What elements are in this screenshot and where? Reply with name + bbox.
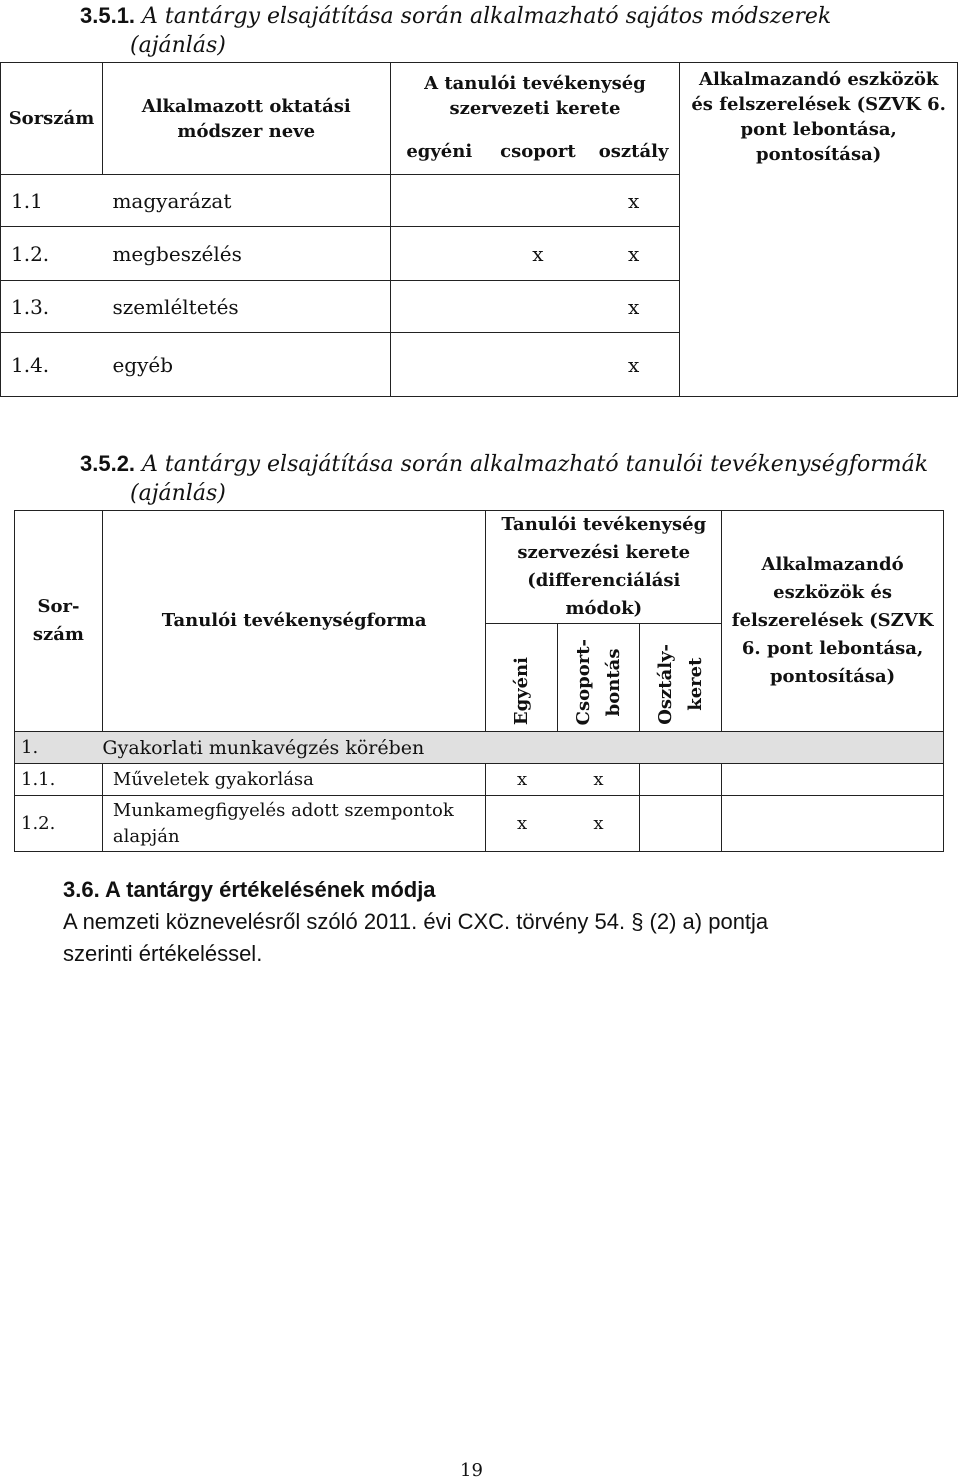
t2-group-label: Gyakorlati munkavégzés körében	[102, 732, 943, 764]
t1-row2-num: 1.2.	[1, 227, 103, 281]
t1-row1-csoport	[488, 175, 588, 227]
t2-header-egyeni: Egyéni	[486, 624, 558, 732]
page-number: 19	[460, 1460, 483, 1481]
t2-row2-num: 1.2.	[15, 796, 103, 852]
t2-group-num: 1.	[15, 732, 103, 764]
t1-header-sorszam: Sorszám	[1, 63, 103, 175]
t1-row1-egyeni	[390, 175, 488, 227]
t1-row2-csoport: x	[488, 227, 588, 281]
section1-title-line1: A tantárgy elsajátítása során alkalmazható sajátos módszerek	[142, 4, 832, 29]
t2-row1-num: 1.1.	[15, 764, 103, 796]
t1-header-egyeni: egyéni	[390, 129, 488, 175]
t1-row2-osztaly: x	[588, 227, 680, 281]
t1-row2-egyeni	[390, 227, 488, 281]
t1-row3-name: szemléltetés	[102, 281, 390, 333]
section2-title-cont	[130, 478, 226, 510]
activity-forms-table	[14, 510, 944, 852]
t1-row2-name: megbeszélés	[102, 227, 390, 281]
t2-row1-egyeni: x	[486, 764, 558, 796]
t2-header-sorszam: Sor- szám	[15, 511, 103, 732]
t2-header-org: Tanulói tevékenység szervezési kerete (differenciálási módok)	[486, 511, 722, 624]
section1-number: 3.5.1.	[80, 3, 136, 28]
section1-title-cont	[130, 30, 226, 62]
section3-line1: A nemzeti köznevelésről szóló 2011. évi CXC. törvény 54. § (2) a) pontja	[63, 909, 769, 934]
t2-header-csoport: Csoport- bontás	[558, 624, 640, 732]
section2-title-line1: A tantárgy elsajátítása során alkalmazható tanulói tevékenységformák	[142, 452, 929, 477]
section3-line2: szerinti értékeléssel.	[63, 941, 263, 966]
t2-header-osztaly: Osztály- keret	[640, 624, 722, 732]
t1-row1-osztaly: x	[588, 175, 680, 227]
section1-title	[80, 0, 950, 33]
t1-row1-name: magyarázat	[102, 175, 390, 227]
t1-row4-num: 1.4.	[1, 333, 103, 397]
t1-header-csoport: csoport	[488, 129, 588, 175]
t1-row1-num: 1.1	[1, 175, 103, 227]
t2-row1-osztaly	[640, 764, 722, 796]
t2-row1-tools	[722, 764, 944, 796]
t1-header-tools: Alkalmazandó eszközök és felszerelések (SZVK 6. pont lebontása, pontosítása)	[680, 63, 958, 397]
t1-row4-osztaly: x	[588, 333, 680, 397]
methods-table	[0, 62, 958, 397]
t1-row3-num: 1.3.	[1, 281, 103, 333]
t1-row3-egyeni	[390, 281, 488, 333]
t2-row1-name: Műveletek gyakorlása	[102, 764, 485, 796]
t2-row1-csoport: x	[558, 764, 640, 796]
section1-title-line2: (ajánlás)	[130, 33, 226, 58]
t1-header-osztaly: osztály	[588, 129, 680, 175]
t1-header-org: A tanulói tevékenység szervezeti kerete	[390, 63, 680, 129]
t2-row2-egyeni: x	[486, 796, 558, 852]
t1-row4-csoport	[488, 333, 588, 397]
t2-row2-tools	[722, 796, 944, 852]
t1-row4-egyeni	[390, 333, 488, 397]
section2-title	[80, 448, 960, 481]
t1-row3-osztaly: x	[588, 281, 680, 333]
table-row	[15, 764, 944, 796]
table-row	[15, 796, 944, 852]
t2-row2-csoport: x	[558, 796, 640, 852]
t1-header-method: Alkalmazott oktatási módszer neve	[102, 63, 390, 175]
t2-group-row	[15, 732, 944, 764]
section2-title-line2: (ajánlás)	[130, 481, 226, 506]
t1-row3-csoport	[488, 281, 588, 333]
t2-header-tools: Alkalmazandó eszközök és felszerelések (SZVK 6. pont lebontása, pontosítása)	[722, 511, 944, 732]
section3-heading: 3.6. A tantárgy értékelésének módja	[63, 877, 436, 902]
section3	[63, 874, 943, 970]
t2-row2-name: Munkamegfigyelés adott szempontok alapján	[102, 796, 485, 852]
t1-row4-name: egyéb	[102, 333, 390, 397]
t2-row2-osztaly	[640, 796, 722, 852]
section2-number: 3.5.2.	[80, 451, 136, 476]
t2-header-form: Tanulói tevékenységforma	[102, 511, 485, 732]
